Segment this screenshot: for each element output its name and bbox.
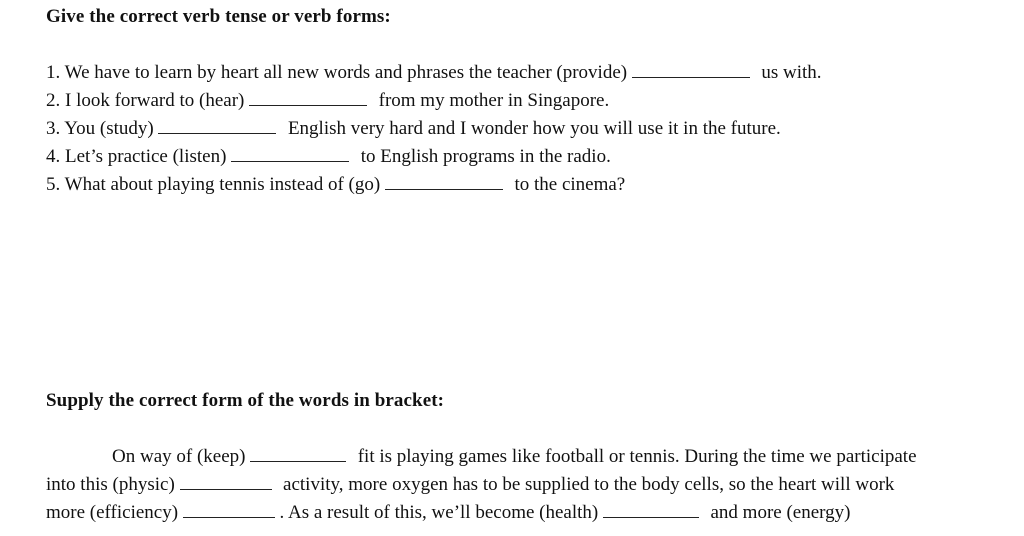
paragraph-line-2: [46, 474, 894, 496]
para-l1-text-b: fit is playing games like football or tennis. During the time we participate: [357, 446, 917, 467]
item-4-text-before: 4. Let’s practice (listen): [46, 146, 227, 167]
para-l3-text-c: and more (energy): [710, 502, 851, 523]
exercise-item-5: [46, 174, 625, 196]
item-2-text-before: 2. I look forward to (hear): [46, 90, 245, 111]
item-3-text-before: 3. You (study): [46, 118, 154, 139]
item-2-text-after: from my mother in Singapore.: [378, 90, 610, 111]
para-l2-text-b: activity, more oxygen has to be supplied to the body cells, so the heart will work: [283, 474, 895, 495]
paragraph-line-3: [46, 502, 850, 524]
section2-heading: Supply the correct form of the words in bracket:: [46, 390, 445, 411]
item-5-answer-blank[interactable]: [385, 174, 503, 190]
item-1-text-before: 1. We have to learn by heart all new words and phrases the teacher (provide): [46, 62, 628, 83]
item-2-answer-blank[interactable]: [249, 90, 367, 106]
keep-answer-blank[interactable]: [250, 446, 346, 462]
item-3-answer-blank[interactable]: [158, 118, 276, 134]
section1-heading: Give the correct verb tense or verb forms:: [46, 6, 391, 27]
efficiency-answer-blank[interactable]: [183, 502, 275, 518]
exercise-item-1: [46, 62, 822, 84]
item-1-answer-blank[interactable]: [632, 62, 750, 78]
item-1-text-after: us with.: [761, 62, 822, 83]
physic-answer-blank[interactable]: [180, 474, 272, 490]
item-4-answer-blank[interactable]: [231, 146, 349, 162]
exercise-item-2: [46, 90, 609, 112]
item-3-text-after: English very hard and I wonder how you will use it in the future.: [287, 118, 781, 139]
para-l2-text-a: into this (physic): [46, 474, 175, 495]
item-5-text-before: 5. What about playing tennis instead of (go): [46, 174, 381, 195]
paragraph-line-1: [112, 446, 917, 468]
health-answer-blank[interactable]: [603, 502, 699, 518]
para-l3-text-b: . As a result of this, we’ll become (health): [279, 502, 599, 523]
item-5-text-after: to the cinema?: [514, 174, 626, 195]
item-4-text-after: to English programs in the radio.: [360, 146, 611, 167]
para-l1-text-a: On way of (keep): [112, 446, 246, 467]
exercise-item-4: [46, 146, 611, 168]
exercise-item-3: [46, 118, 781, 140]
para-l3-text-a: more (efficiency): [46, 502, 179, 523]
